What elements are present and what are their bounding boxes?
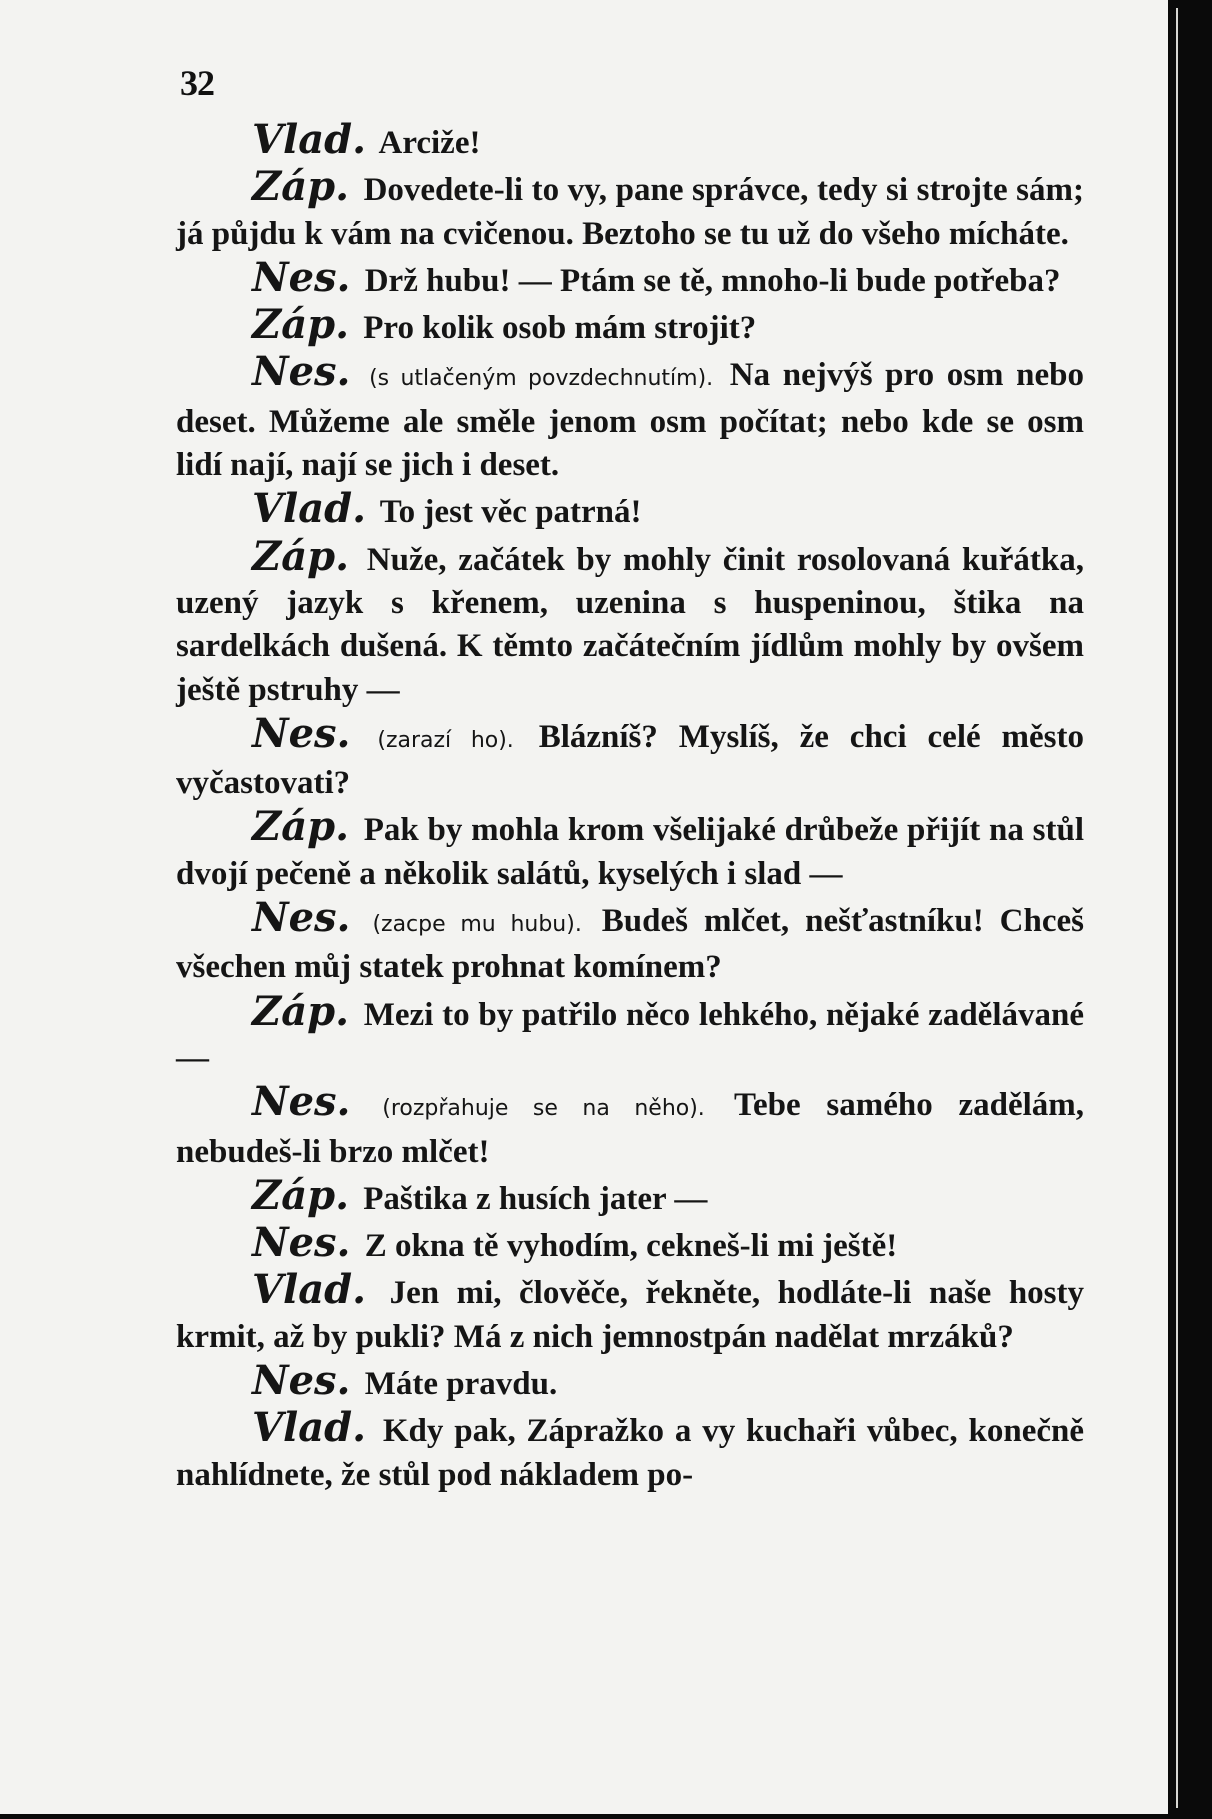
stage-direction: (s utlačeným povzdechnutím). <box>369 366 714 392</box>
line-text: Jen mi, člověče, řekněte, hodláte-li naše hosty krmit, až by pukli? Má z nich jemnostpán nadělat mrzáků? <box>176 1275 1085 1355</box>
line-text: Arciže! <box>378 125 481 161</box>
dialogue-line <box>176 805 1084 896</box>
dialogue-line <box>176 165 1084 256</box>
line-text: Budeš mlčet, nešťastníku! Chceš všechen můj statek prohnat komínem? <box>176 903 1084 986</box>
line-text: Tebe samého zadělám, nebudeš-li brzo mlčet! <box>176 1087 1085 1170</box>
speaker-name: Vlad. <box>252 1404 367 1452</box>
speaker-name: Nes. <box>252 1219 351 1267</box>
speaker-name: Vlad. <box>252 116 367 163</box>
speaker-name: Nes. <box>252 709 351 757</box>
line-text: Dovedete-li to vy, pane správce, tedy si strojte sám; já půjdu k vám na cvičenou. Beztoho se tu už do všeho mícháte. <box>176 172 1084 252</box>
stage-direction: (zacpe mu hubu). <box>372 912 582 938</box>
page-text <box>176 118 1084 1497</box>
speaker-name: Nes. <box>252 1357 351 1405</box>
speaker-name: Vlad. <box>252 1266 367 1314</box>
line-text: Kdy pak, Zápražko a vy kuchaři vůbec, konečně nahlídnete, že stůl pod nákladem po- <box>176 1413 1085 1493</box>
dialogue-line <box>176 1221 1084 1268</box>
line-text: Paštika z husích jater — <box>363 1180 708 1217</box>
line-text: Mezi to by patřilo něco lehkého, nějaké zadělávané — <box>176 996 1084 1076</box>
speaker-name: Záp. <box>252 163 350 211</box>
line-text: Pro kolik osob mám strojit? <box>363 310 757 347</box>
page-edge-line <box>1176 8 1178 1808</box>
speaker-name: Nes. <box>252 894 351 942</box>
stage-direction: (zarazí ho). <box>377 727 514 753</box>
dialogue-line <box>176 709 1084 806</box>
speaker-name: Záp. <box>252 987 350 1035</box>
dialogue-line <box>176 1359 1084 1406</box>
speaker-name: Nes. <box>252 1078 351 1126</box>
line-text: Na nejvýš pro osm nebo deset. Můžeme ale směle jenom osm počítat; nebo kde se osm lidí nají, nají se jich i deset. <box>176 357 1084 484</box>
line-text: Nuže, začátek by mohly činit rosolovaná kuřátka, uzený jazyk s křenem, uzenina s huspeninou, štika na sardelkách dušená. K těmto začátečním jídlům mohly by ovšem ještě pstruhy — <box>176 541 1085 708</box>
speaker-name: Vlad. <box>252 485 367 533</box>
dialogue-line <box>176 987 1084 1081</box>
line-text: To jest věc patrná! <box>379 494 642 531</box>
line-text: Pak by mohla krom všelijaké drůbeže přijít na stůl dvojí pečeně a několik salátů, kyselých i slad — <box>176 812 1084 892</box>
dialogue-line <box>176 1268 1084 1359</box>
speaker-name: Záp. <box>252 803 350 851</box>
dialogue-line <box>176 350 1084 487</box>
dialogue-line <box>176 532 1085 712</box>
dialogue-line <box>176 1080 1084 1174</box>
dialogue-line <box>176 303 1084 350</box>
dialogue-line <box>176 118 1084 165</box>
line-text: Máte pravdu. <box>364 1366 558 1403</box>
line-text: Drž hubu! — Ptám se tě, mnoho-li bude potřeba? <box>364 262 1061 299</box>
speaker-name: Nes. <box>252 253 351 301</box>
dialogue-line <box>176 1406 1084 1497</box>
dialogue-line <box>176 487 1084 534</box>
speaker-name: Záp. <box>252 1171 350 1219</box>
dialogue-line <box>176 896 1084 990</box>
speaker-name: Nes. <box>252 348 351 396</box>
dialogue-line <box>176 253 1084 303</box>
stage-direction: (rozpřahuje se na něho). <box>382 1096 705 1122</box>
page-number: 32 <box>180 63 214 103</box>
speaker-name: Záp. <box>252 301 350 349</box>
speaker-name: Záp. <box>252 532 350 580</box>
dialogue-line <box>176 1171 1084 1221</box>
line-text: Z okna tě vyhodím, cekneš-li mi ještě! <box>364 1228 898 1265</box>
line-text: Blázníš? Myslíš, že chci celé město vyčastovati? <box>176 718 1084 802</box>
